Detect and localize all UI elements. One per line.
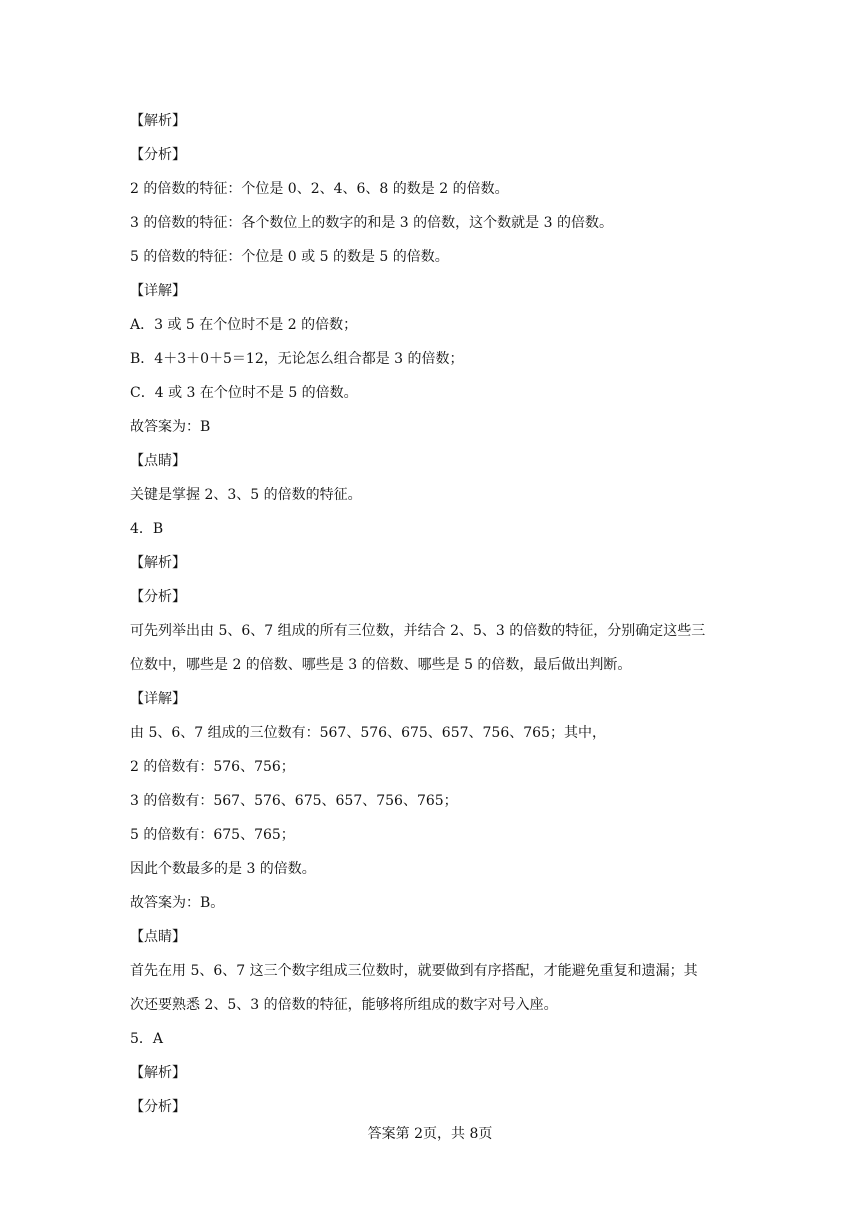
text-line: 可先列举出由 5、6、7 组成的所有三位数，并结合 2、5、3 的倍数的特征，分别确定这些三 — [130, 623, 706, 639]
answer-line: 故答案为：B。 — [130, 895, 225, 911]
text-line: 5 的倍数的特征：个位是 0 或 5 的数是 5 的倍数。 — [130, 249, 449, 265]
text-line: 2 的倍数的特征：个位是 0、2、4、6、8 的数是 2 的倍数。 — [130, 181, 509, 197]
page-footer: 答案第 2页，共 8页 — [367, 1126, 493, 1142]
section-heading-dianjing: 【点睛】 — [130, 929, 186, 945]
text-line: A．3 或 5 在个位时不是 2 的倍数； — [130, 317, 358, 333]
section-heading-fenxi: 【分析】 — [130, 589, 186, 605]
section-heading-detail: 【详解】 — [130, 283, 186, 299]
text-line: 由 5、6、7 组成的三位数有：567、576、675、657、756、765；其中， — [130, 725, 606, 741]
text-line: 2 的倍数有：576、756； — [130, 759, 295, 775]
question-number: 5．A — [130, 1031, 164, 1047]
section-heading-analysis: 【解析】 — [130, 113, 186, 129]
section-heading-analysis: 【解析】 — [130, 555, 186, 571]
section-heading-analysis: 【解析】 — [130, 1065, 186, 1081]
question-number: 4．B — [130, 521, 164, 537]
answer-line: 故答案为：B — [130, 419, 211, 435]
text-line: C．4 或 3 在个位时不是 5 的倍数。 — [130, 385, 358, 401]
text-line: 5 的倍数有：675、765； — [130, 827, 295, 843]
section-heading-fenxi: 【分析】 — [130, 147, 186, 163]
section-heading-detail: 【详解】 — [130, 691, 186, 707]
text-line: 位数中，哪些是 2 的倍数、哪些是 3 的倍数、哪些是 5 的倍数，最后做出判断。 — [130, 657, 632, 673]
text-line: 3 的倍数有：567、576、675、657、756、765； — [130, 793, 458, 809]
text-line: 首先在用 5、6、7 这三个数字组成三位数时，就要做到有序搭配，才能避免重复和遗漏；其 — [130, 963, 698, 979]
section-heading-fenxi: 【分析】 — [130, 1099, 186, 1115]
text-line: 3 的倍数的特征：各个数位上的数字的和是 3 的倍数，这个数就是 3 的倍数。 — [130, 215, 613, 231]
section-heading-dianjing: 【点睛】 — [130, 453, 186, 469]
text-line: 因此个数最多的是 3 的倍数。 — [130, 861, 316, 877]
text-line: 次还要熟悉 2、5、3 的倍数的特征，能够将所组成的数字对号入座。 — [130, 997, 558, 1013]
text-line: B．4＋3＋0＋5＝12，无论怎么组合都是 3 的倍数； — [130, 351, 464, 367]
text-line: 关键是掌握 2、3、5 的倍数的特征。 — [130, 487, 362, 503]
